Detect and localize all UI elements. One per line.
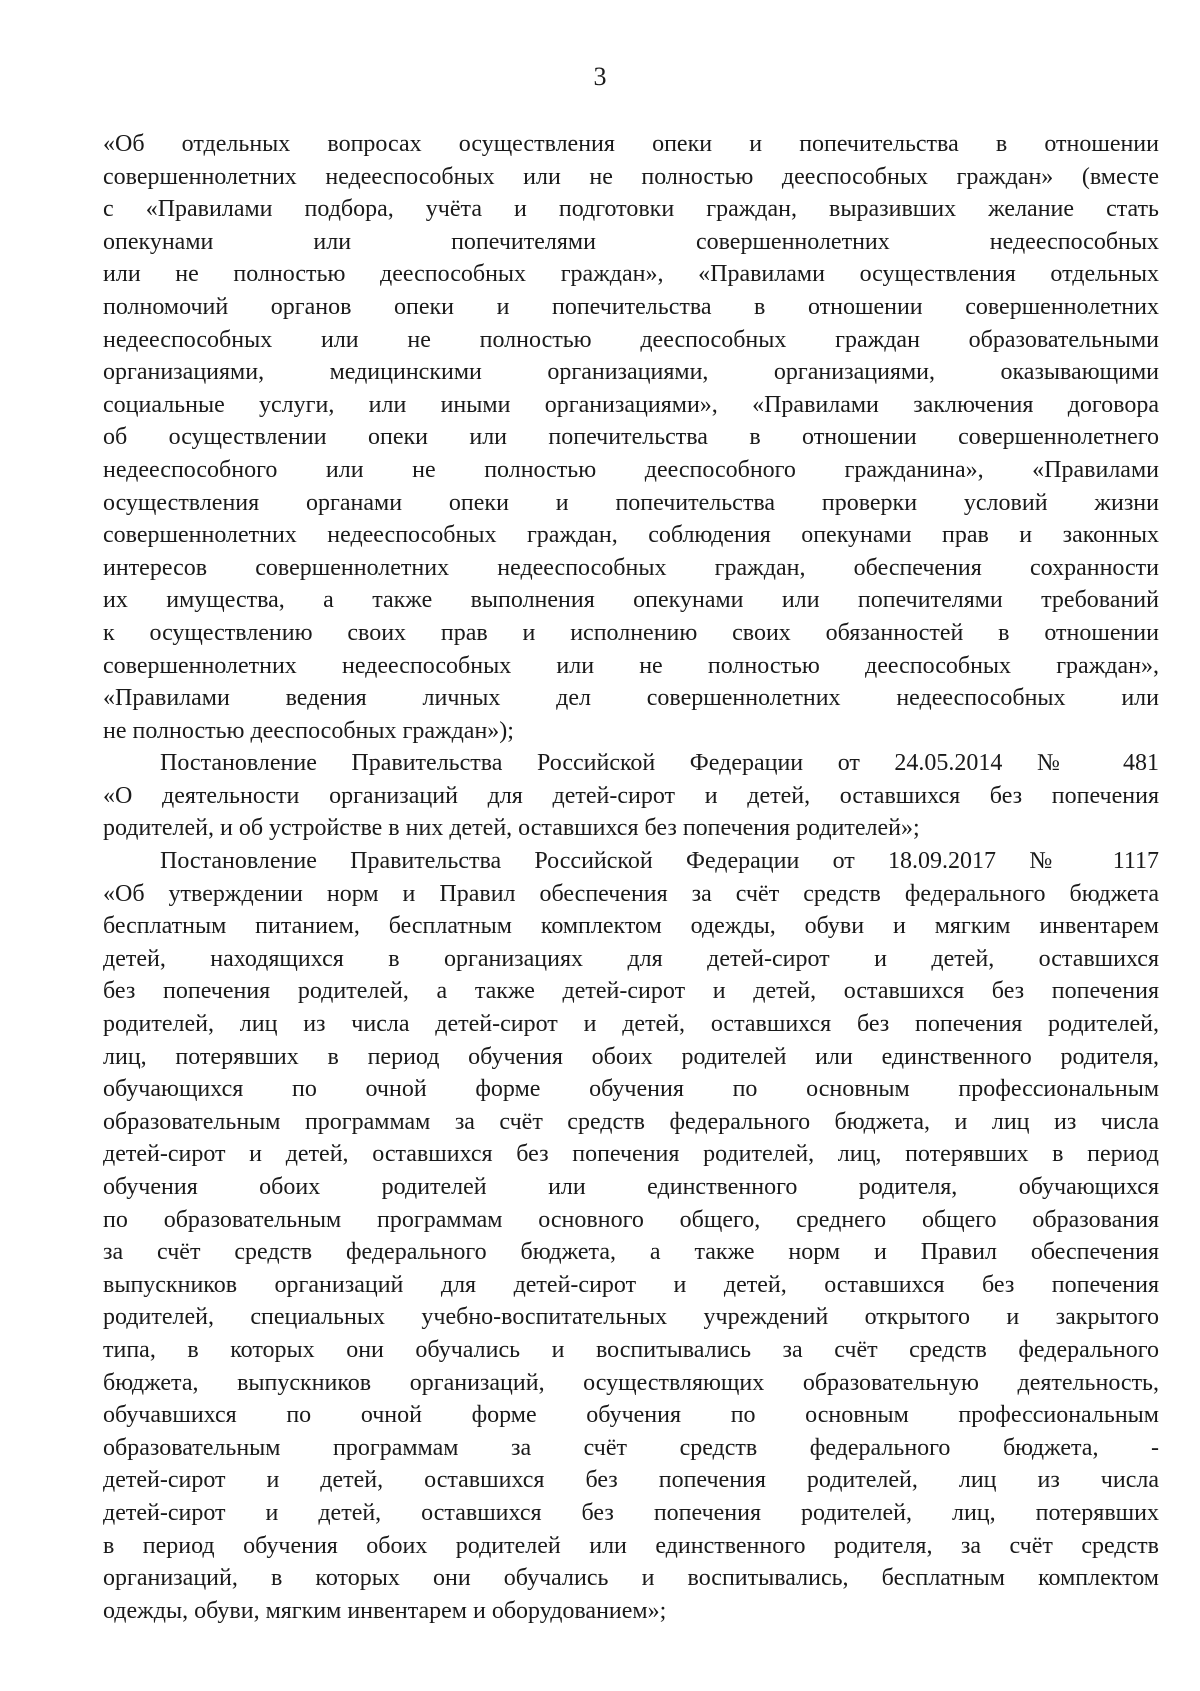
- text-line: совершеннолетних недееспособных или не полностью дееспособных граждан»,: [103, 652, 1159, 679]
- text-line: бюджета, выпускников организаций, осуществляющих образовательную деятельность,: [103, 1369, 1159, 1396]
- text-line: социальные услуги, или иными организациями», «Правилами заключения договора: [103, 391, 1159, 418]
- text-line: в период обучения обоих родителей или единственного родителя, за счёт средств: [103, 1532, 1159, 1559]
- text-line: обучения обоих родителей или единственного родителя, обучающихся: [103, 1174, 1159, 1200]
- text-line: совершеннолетних недееспособных или не полностью дееспособных граждан» (вместе: [103, 163, 1159, 190]
- text-line: за счёт средств федерального бюджета, а также норм и Правил обеспечения: [103, 1239, 1159, 1266]
- text-line: родителей, и об устройстве в них детей, оставшихся без попечения родителей»;: [103, 815, 920, 842]
- text-line: не полностью дееспособных граждан»);: [103, 717, 514, 744]
- text-line: «Правилами ведения личных дел совершеннолетних недееспособных или: [103, 685, 1159, 712]
- document-body: [103, 128, 1159, 1627]
- text-line: детей, находящихся в организациях для детей-сирот и детей, оставшихся: [103, 945, 1159, 972]
- text-line: интересов совершеннолетних недееспособных граждан, обеспечения сохранности: [103, 554, 1159, 581]
- text-line: детей-сирот и детей, оставшихся без попечения родителей, лиц из числа: [103, 1467, 1159, 1494]
- paragraph-3: [103, 845, 1159, 1627]
- text-line: обучавшихся по очной форме обучения по основным профессиональным: [103, 1402, 1159, 1429]
- text-line: обучающихся по очной форме обучения по основным профессиональным: [103, 1076, 1159, 1103]
- text-line: опекунами или попечителями совершеннолетних недееспособных: [103, 228, 1159, 255]
- text-line: к осуществлению своих прав и исполнению своих обязанностей в отношении: [103, 619, 1159, 646]
- text-line: «Об утверждении норм и Правил обеспечения за счёт средств федерального бюджета: [103, 880, 1159, 907]
- text-line: бесплатным питанием, бесплатным комплектом одежды, обуви и мягким инвентарем: [103, 913, 1159, 940]
- text-line: «О деятельности организаций для детей-сирот и детей, оставшихся без попечения: [103, 782, 1159, 809]
- text-line: детей-сирот и детей, оставшихся без попечения родителей, лиц, потерявших в период: [103, 1141, 1159, 1168]
- text-line: их имущества, а также выполнения опекунами или попечителями требований: [103, 587, 1159, 614]
- text-line: детей-сирот и детей, оставшихся без попечения родителей, лиц, потерявших: [103, 1499, 1159, 1526]
- text-line: организаций, в которых они обучались и воспитывались, бесплатным комплектом: [103, 1565, 1159, 1592]
- text-line: образовательным программам за счёт средств федерального бюджета, -: [103, 1434, 1159, 1461]
- text-line: Постановление Правительства Российской Федерации от 24.05.2014 № 481: [160, 750, 1159, 777]
- text-line: одежды, обуви, мягким инвентарем и оборудованием»;: [103, 1597, 667, 1624]
- text-line: осуществления органами опеки и попечительства проверки условий жизни: [103, 489, 1159, 516]
- text-line: по образовательным программам основного общего, среднего общего образования: [103, 1206, 1159, 1233]
- text-line: Постановление Правительства Российской Федерации от 18.09.2017 № 1117: [160, 848, 1159, 875]
- text-line: родителей, специальных учебно-воспитательных учреждений открытого и закрытого: [103, 1304, 1159, 1331]
- text-line: об осуществлении опеки или попечительства в отношении совершеннолетнего: [103, 424, 1159, 451]
- text-line: с «Правилами подбора, учёта и подготовки граждан, выразивших желание стать: [103, 196, 1159, 223]
- text-line: организациями, медицинскими организациями, организациями, оказывающими: [103, 359, 1159, 386]
- text-line: родителей, лиц из числа детей-сирот и детей, оставшихся без попечения родителей,: [103, 1011, 1159, 1038]
- page-number: 3: [593, 62, 607, 91]
- text-line: недееспособных или не полностью дееспособных граждан образовательными: [103, 326, 1159, 353]
- text-line: или не полностью дееспособных граждан», «Правилами осуществления отдельных: [103, 261, 1159, 288]
- text-line: лиц, потерявших в период обучения обоих родителей или единственного родителя,: [103, 1043, 1159, 1070]
- paragraph-2: [103, 747, 1159, 845]
- text-line: «Об отдельных вопросах осуществления опеки и попечительства в отношении: [103, 131, 1159, 157]
- text-line: без попечения родителей, а также детей-сирот и детей, оставшихся без попечения: [103, 978, 1159, 1005]
- text-line: типа, в которых они обучались и воспитывались за счёт средств федерального: [103, 1336, 1159, 1363]
- text-line: выпускников организаций для детей-сирот и детей, оставшихся без попечения: [103, 1271, 1159, 1298]
- text-line: недееспособного или не полностью дееспособного гражданина», «Правилами: [103, 456, 1159, 483]
- text-line: совершеннолетних недееспособных граждан, соблюдения опекунами прав и законных: [103, 522, 1159, 549]
- paragraph-1: [103, 128, 1159, 747]
- text-line: полномочий органов опеки и попечительства в отношении совершеннолетних: [103, 293, 1159, 320]
- text-line: образовательным программам за счёт средств федерального бюджета, и лиц из числа: [103, 1108, 1159, 1135]
